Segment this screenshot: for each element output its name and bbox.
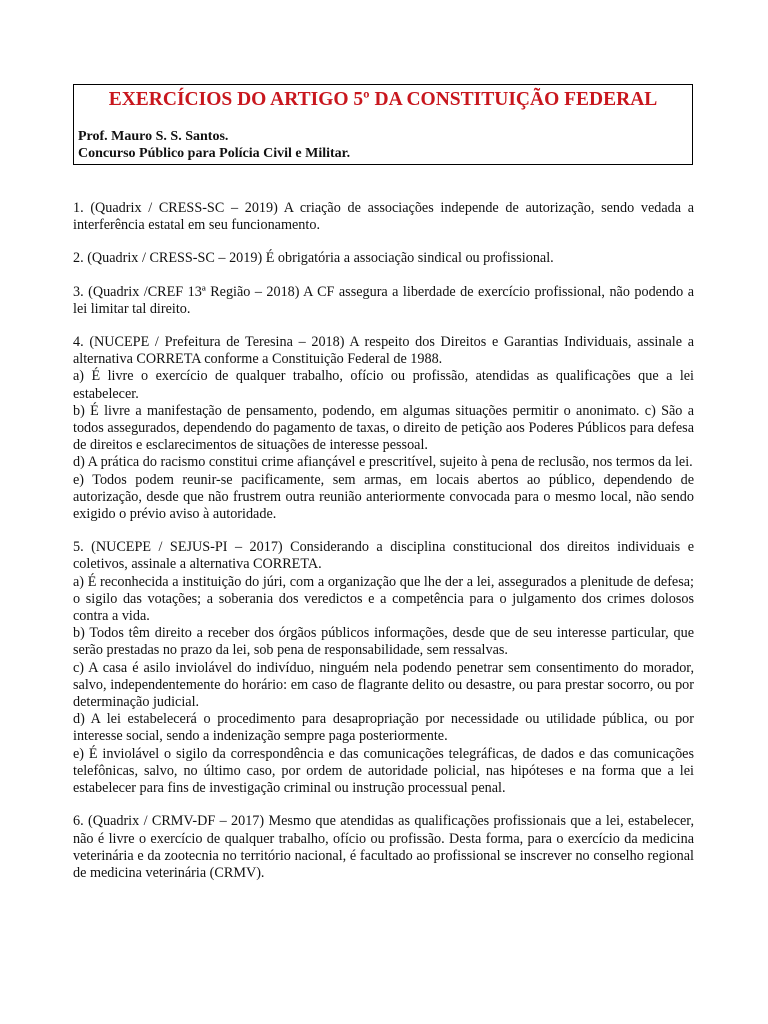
question-statement: 2. (Quadrix / CRESS-SC – 2019) É obrigatória a associação sindical ou profissional. [73,250,554,267]
answer-option: d) A prática do racismo constitui crime afiançável e prescritível, sujeito à pena de reclusão, nos termos da lei. [73,454,693,471]
answer-option: b) Todos têm direito a receber dos órgãos públicos informações, desde que de seu interesse particular, que serão prestadas no prazo da lei, sob pena de responsabilidade, sem ressalvas. [73,625,694,659]
answer-option: a) É reconhecida a instituição do júri, com a organização que lhe der a lei, assegurados a plenitude de defesa; o sigilo das votações; a soberania dos veredictos e a competência para o julgamento dos crimes dolosos contra a vida. [73,573,694,625]
subtitle-line: Concurso Público para Polícia Civil e Militar. [78,146,351,161]
question-4 [73,334,694,523]
answer-option: e) Todos podem reunir-se pacificamente, sem armas, em locais abertos ao público, dependendo de autorização, desde que não frustrem outra reunião anteriormente convocada para o mesmo local, não sendo exigido o prévio aviso à autoridade. [73,471,694,523]
answer-option: c) A casa é asilo inviolável do indivíduo, ninguém nela podendo penetrar sem consentimento do morador, salvo, independentemente do horário: em caso de flagrante delito ou desastre, ou para prestar socorro, ou por determinação judicial. [73,659,694,711]
question-2 [73,250,694,267]
answer-option: d) A lei estabelecerá o procedimento para desapropriação por necessidade ou utilidade pública, ou por interesse social, sendo a indenização sempre paga posteriormente. [73,711,694,745]
questions-list [73,200,694,898]
question-statement: 1. (Quadrix / CRESS-SC – 2019) A criação de associações independe de autorização, sendo vedada a interferência estatal em seu funcionamento. [73,200,694,234]
question-statement: 6. (Quadrix / CRMV-DF – 2017) Mesmo que atendidas as qualificações profissionais que a lei, estabelecer, não é livre o exercício de qualquer trabalho, ofício ou profissão. Desta forma, para o exercício da medicina veterinária e da zootecnia no território nacional, é facultado ao profissional se inscrever no conselho regional de medicina veterinária (CRMV). [73,813,694,881]
answer-option: a) É livre o exercício de qualquer trabalho, ofício ou profissão, atendidas as qualificações que a lei estabelecer. [73,368,694,402]
document-title: EXERCÍCIOS DO ARTIGO 5º DA CONSTITUIÇÃO FEDERAL [108,89,658,110]
question-statement: 3. (Quadrix /CREF 13ª Região – 2018) A CF assegura a liberdade de exercício profissional, não podendo a lei limitar tal direito. [73,283,694,317]
question-6 [73,813,694,882]
question-statement: 4. (NUCEPE / Prefeitura de Teresina – 2018) A respeito dos Direitos e Garantias Individuais, assinale a alternativa CORRETA conforme a Constituição Federal de 1988. [73,334,694,368]
question-5 [73,539,694,797]
header-box [73,84,693,165]
author-line: Prof. Mauro S. S. Santos. [78,129,229,144]
answer-option: e) É inviolável o sigilo da correspondência e das comunicações telegráficas, de dados e das comunicações telefônicas, salvo, no último caso, por ordem de autoridade policial, nas hipóteses e na forma que a lei estabelecer para fins de investigação criminal ou instrução processual penal. [73,745,694,797]
question-1 [73,200,694,234]
answer-option: b) É livre a manifestação de pensamento, podendo, em algumas situações permitir o anonimato. c) São a todos assegurados, dependendo do pagamento de taxas, o direito de petição aos Poderes Públicos para defesa de direitos e esclarecimentos de situações de interesse pessoal. [73,402,694,454]
question-3 [73,284,694,318]
question-statement: 5. (NUCEPE / SEJUS-PI – 2017) Considerando a disciplina constitucional dos direitos individuais e coletivos, assinale a alternativa CORRETA. [73,539,694,573]
